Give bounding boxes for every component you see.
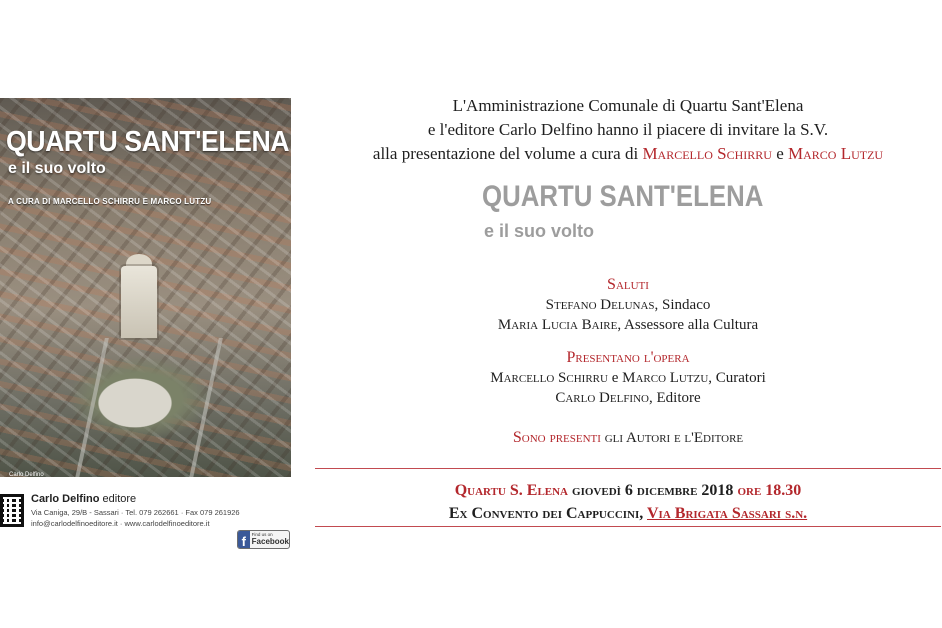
presentano-publisher-name: Carlo Delfino bbox=[555, 390, 649, 406]
book-cover-image bbox=[0, 98, 291, 477]
cover-watermark: Carlo Delfino bbox=[9, 472, 44, 477]
speaker-1-name: Stefano Delunas bbox=[545, 297, 655, 313]
publisher-name-bold: Carlo Delfino bbox=[31, 493, 100, 505]
saluti-section bbox=[315, 275, 941, 335]
event-date-line bbox=[315, 480, 941, 501]
event-place: Quartu S. Elena bbox=[454, 482, 569, 499]
book-subtitle: e il suo volto bbox=[484, 221, 595, 241]
intro-line-2: e l'editore Carlo Delfino hanno il piacere di invitare la S.V. bbox=[427, 120, 829, 139]
cover-subtitle: e il suo volto bbox=[8, 160, 106, 177]
presenti-label: Sono presenti bbox=[512, 429, 601, 446]
cover-road-shape bbox=[75, 338, 223, 477]
facebook-find-label: Find us on bbox=[251, 532, 273, 538]
publisher-name bbox=[31, 493, 136, 505]
saluti-speaker-2 bbox=[315, 315, 941, 335]
event-time: 18.30 bbox=[765, 482, 802, 499]
intro-curator-2: Marco Lutzu bbox=[787, 144, 884, 163]
presenti-line bbox=[315, 428, 941, 448]
presentano-heading: Presentano l'opera bbox=[566, 349, 690, 366]
facebook-word-label: Facebook bbox=[251, 536, 289, 546]
presentano-curators bbox=[315, 368, 941, 388]
event-street[interactable]: Via Brigata Sassari s.n. bbox=[647, 505, 808, 522]
presenti-text: gli Autori e l'Editore bbox=[600, 430, 744, 446]
speaker-2-name: Maria Lucia Baire bbox=[497, 317, 618, 333]
saluti-heading: Saluti bbox=[607, 276, 649, 293]
event-day-label: giovedì bbox=[568, 482, 625, 499]
intro-line-1: L'Amministrazione Comunale di Quartu Sant'Elena bbox=[452, 96, 804, 115]
facebook-badge[interactable] bbox=[237, 530, 290, 549]
cover-title: QUARTU SANT'ELENA bbox=[6, 126, 290, 158]
event-venue-line bbox=[315, 503, 941, 524]
cover-curators: A CURA DI MARCELLO SCHIRRU E MARCO LUTZU bbox=[8, 197, 212, 206]
qr-code-frame bbox=[0, 494, 24, 527]
invitation-intro bbox=[315, 94, 941, 166]
speaker-1-role: , Sindaco bbox=[654, 297, 711, 313]
presentano-publisher bbox=[315, 388, 941, 408]
presentano-curators-role: , Curatori bbox=[708, 370, 766, 386]
publisher-contacts[interactable]: info@carlodelfinoeditore.it · www.carlodelfinoeditore.it bbox=[31, 519, 210, 528]
intro-line-3 bbox=[315, 142, 941, 166]
cover-church-building bbox=[121, 266, 157, 338]
event-venue: Ex Convento dei Cappuccini bbox=[448, 505, 640, 522]
intro-and: e bbox=[771, 144, 788, 163]
presentano-curator-1: Marcello Schirru bbox=[490, 370, 608, 386]
event-comma: , bbox=[639, 505, 647, 522]
event-date: 6 dicembre 2018 bbox=[624, 482, 734, 499]
presentano-curator-2: Marco Lutzu bbox=[622, 370, 709, 386]
presentano-and: e bbox=[607, 370, 623, 386]
book-title: QUARTU SANT'ELENA bbox=[482, 180, 764, 213]
presentano-section bbox=[315, 348, 941, 408]
presentano-publisher-role: , Editore bbox=[648, 390, 701, 406]
speaker-2-role: , Assessore alla Cultura bbox=[617, 317, 759, 333]
intro-line-3-prefix: alla presentazione del volume a cura di bbox=[372, 144, 643, 163]
facebook-text bbox=[250, 533, 289, 546]
divider-top bbox=[315, 468, 941, 469]
facebook-icon: f bbox=[238, 531, 250, 548]
saluti-speaker-1 bbox=[315, 295, 941, 315]
publisher-name-suffix: editore bbox=[99, 493, 137, 505]
intro-curator-1: Marcello Schirru bbox=[642, 144, 772, 163]
divider-bottom bbox=[315, 526, 941, 527]
publisher-address: Via Caniga, 29/B - Sassari · Tel. 079 262661 · Fax 079 261926 bbox=[31, 508, 240, 517]
event-time-label: ore bbox=[733, 482, 766, 499]
